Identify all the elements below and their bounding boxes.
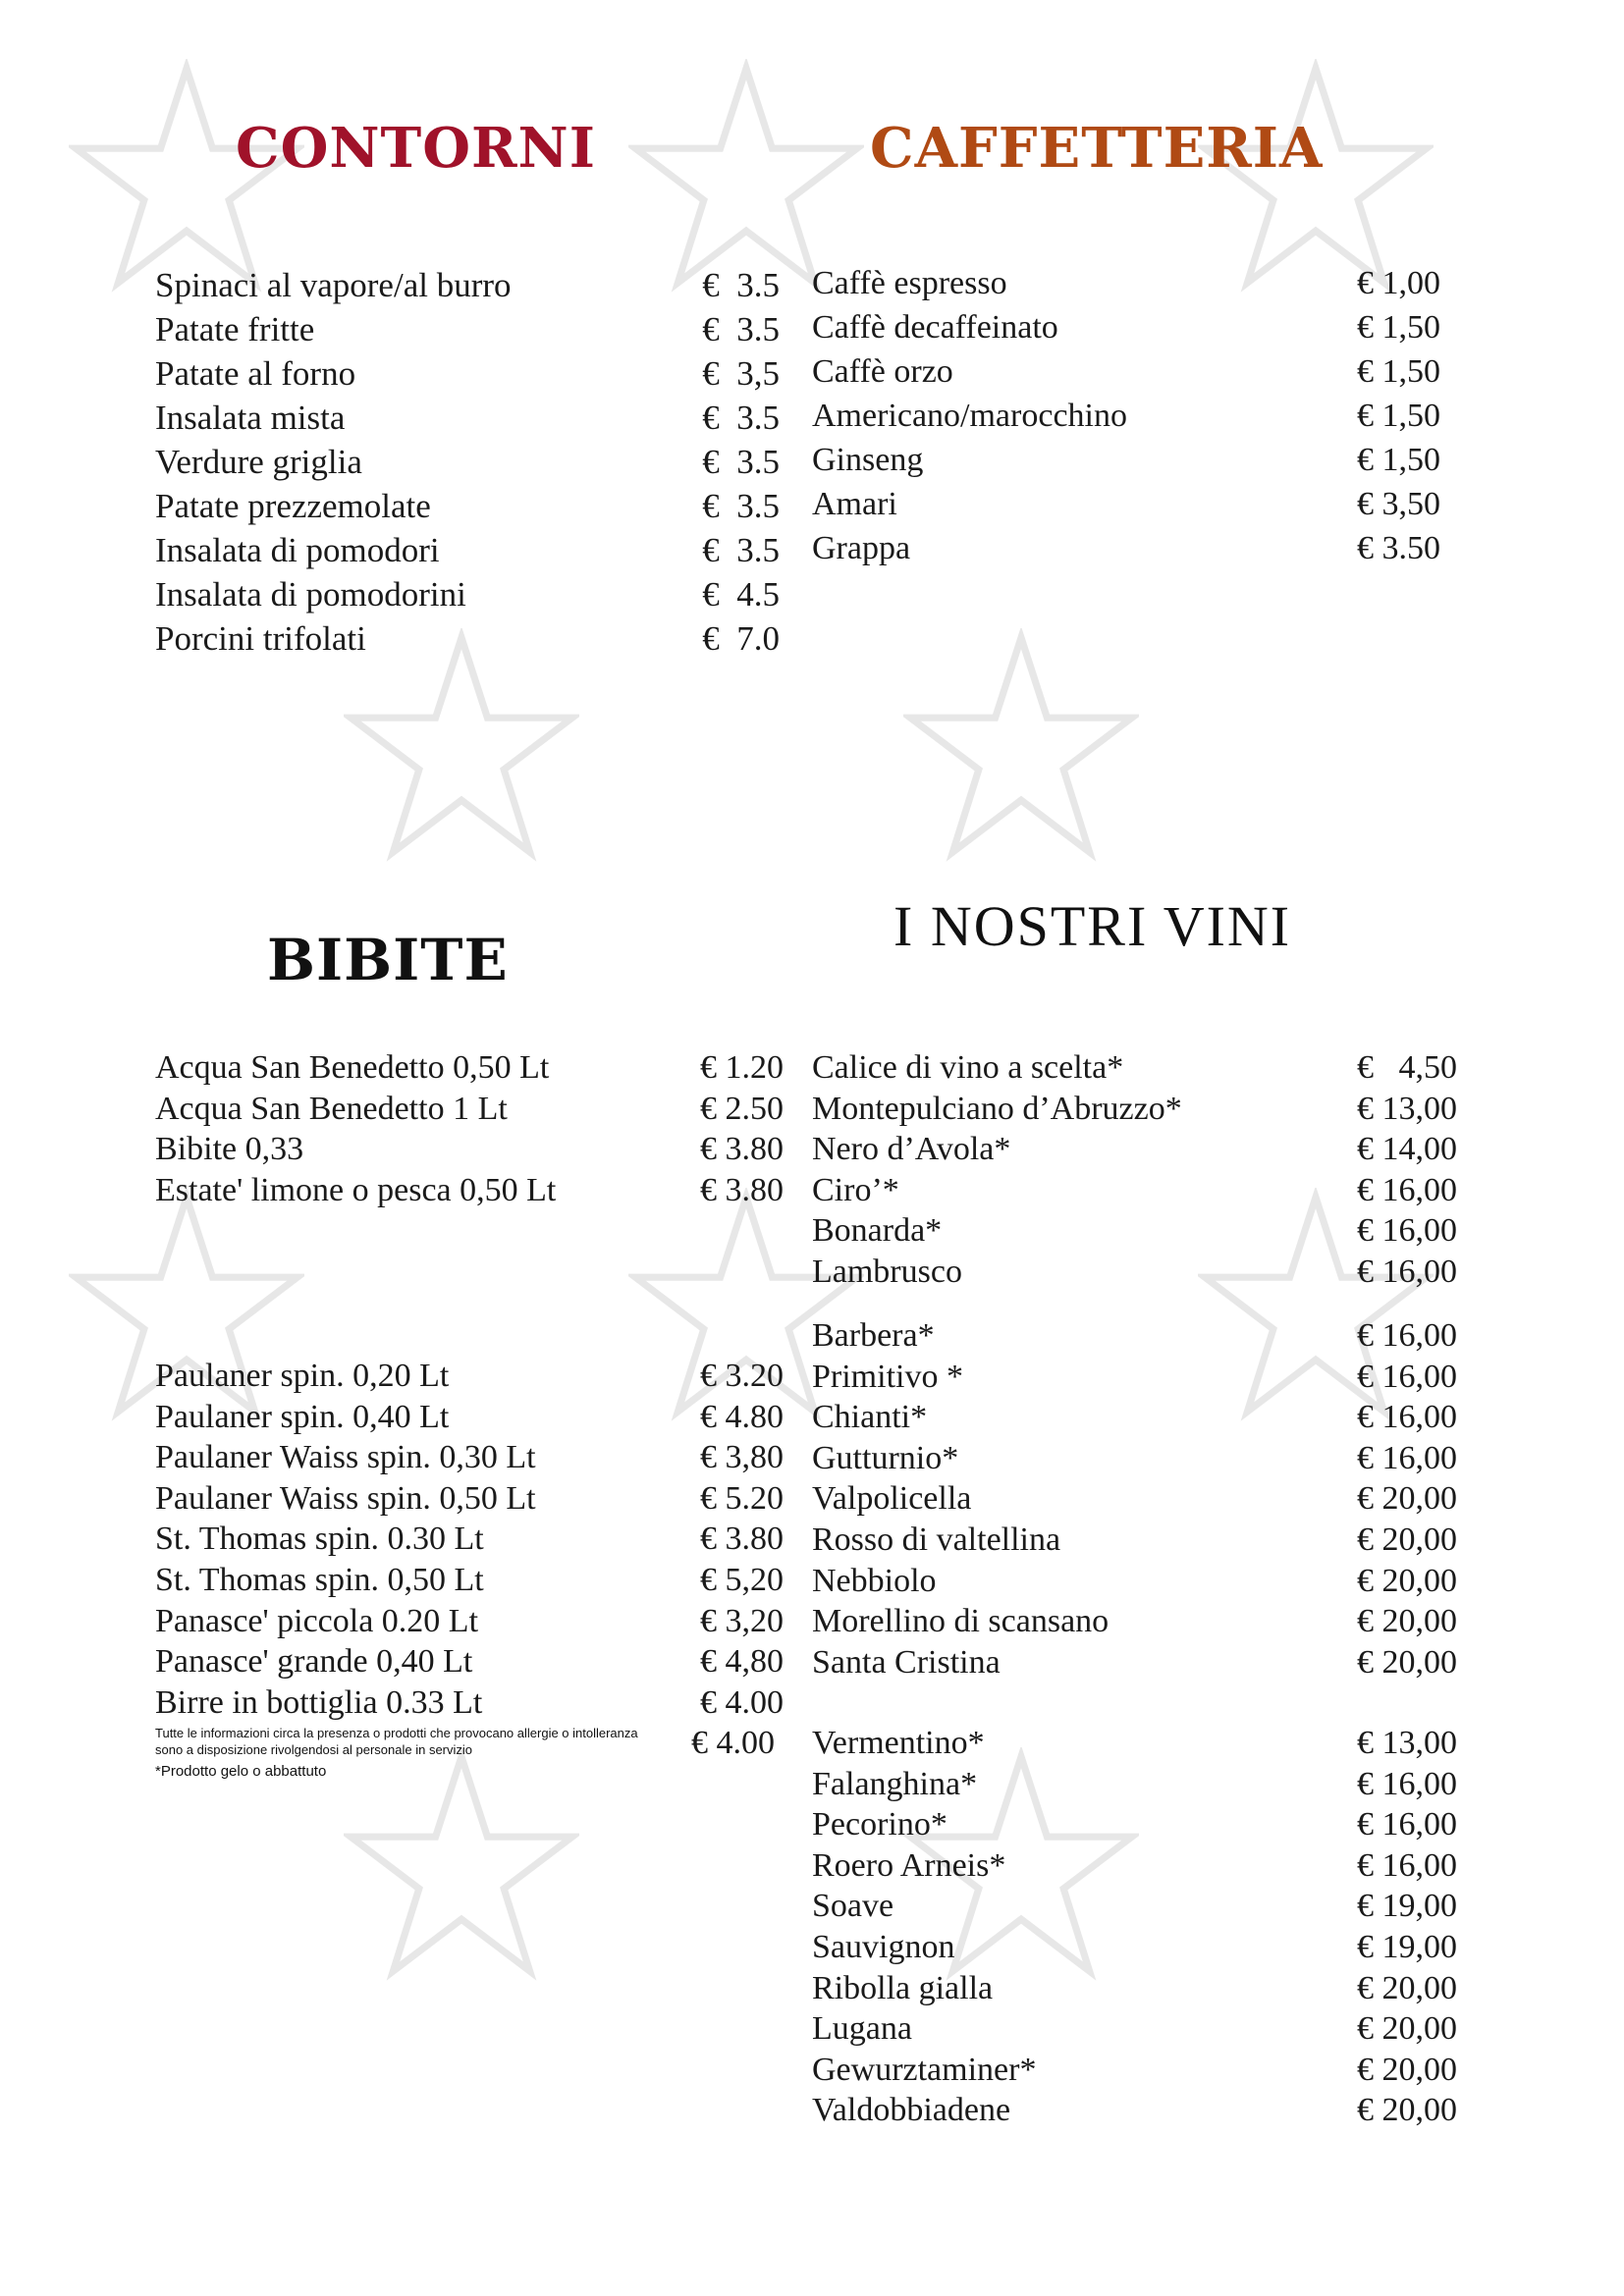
menu-item-price: € 1,50 [1357, 353, 1440, 390]
menu-item-price: € 3.80 [700, 1131, 784, 1168]
vini-red-list [812, 1047, 1457, 1293]
contorni-list [155, 263, 780, 661]
allergen-note: Tutte le informazioni circa la presenza o prodotti che provocano allergie o intolleranza sono a disposizione rivolgendosi al personale in servizio [155, 1726, 638, 1757]
menu-item-name: Nebbiolo [812, 1562, 937, 1599]
menu-item [155, 1089, 784, 1130]
menu-item [812, 438, 1440, 482]
menu-item [812, 1804, 1457, 1845]
menu-item [155, 396, 780, 440]
menu-item-name: Estate' limone o pesca 0,50 Lt [155, 1171, 557, 1208]
menu-item-name: Ginseng [812, 442, 924, 478]
menu-item-name: Chianti* [812, 1399, 928, 1436]
menu-item-name: Santa Cristina [812, 1643, 1001, 1681]
menu-item-name: Caffè decaffeinato [812, 309, 1058, 346]
menu-item-price: € 16,00 [1357, 1212, 1457, 1250]
menu-item-price: € 19,00 [1357, 1888, 1457, 1925]
menu-item-name: Americano/marocchino [812, 398, 1127, 434]
menu-item-name: Caffè orzo [812, 353, 953, 390]
menu-item [812, 349, 1440, 394]
menu-item-price: € 13,00 [1357, 1090, 1457, 1127]
menu-item-name: Gewurztaminer* [812, 2051, 1037, 2088]
menu-item-name: Ciro’* [812, 1171, 899, 1208]
menu-item [155, 1170, 784, 1211]
menu-item-name: Amari [812, 486, 897, 522]
menu-item-name: Paulaner spin. 0,20 Lt [155, 1358, 450, 1394]
bibite-water-list [155, 1047, 784, 1210]
menu-item [155, 1682, 784, 1724]
menu-item-name: Acqua San Benedetto 0,50 Lt [155, 1049, 550, 1086]
menu-item [812, 1210, 1457, 1252]
menu-item [155, 1519, 784, 1560]
menu-item-price: € 3.5 [702, 531, 780, 569]
menu-item-name: Panasce' grande 0,40 Lt [155, 1643, 473, 1681]
menu-item-price: € 1.20 [700, 1049, 784, 1086]
caffetteria-list [812, 261, 1440, 570]
menu-item [812, 1089, 1457, 1130]
menu-item-name: Valdobbiadene [812, 2092, 1011, 2129]
menu-item [812, 1723, 1457, 1764]
menu-item-price: € 4.80 [700, 1398, 784, 1435]
menu-item-name: Acqua San Benedetto 1 Lt [155, 1090, 508, 1127]
menu-item [812, 1315, 1457, 1357]
menu-item-name: Barbera* [812, 1317, 935, 1354]
menu-item-name: Paulaner Waiss spin. 0,50 Lt [155, 1479, 536, 1517]
bibite-beer-list [155, 1356, 784, 1723]
menu-item-price: € 16,00 [1357, 1399, 1457, 1436]
menu-item-price: € 19,00 [1357, 1928, 1457, 1965]
menu-item-price: € 20,00 [1357, 1562, 1457, 1599]
contorni-title: CONTORNI [236, 116, 596, 181]
menu-item-price: € 20,00 [1357, 1969, 1457, 2006]
menu-item-name: Paulaner spin. 0,40 Lt [155, 1398, 450, 1435]
menu-item [812, 2008, 1457, 2050]
menu-item [155, 572, 780, 616]
menu-item [155, 1478, 784, 1520]
menu-item-name: Calice di vino a scelta* [812, 1049, 1124, 1086]
menu-item [812, 1397, 1457, 1438]
menu-item-price: € 3.20 [700, 1358, 784, 1394]
menu-item-price: € 20,00 [1357, 2051, 1457, 2088]
menu-item-price: € 3.5 [702, 443, 780, 481]
menu-item [812, 261, 1440, 305]
menu-item [155, 1641, 784, 1682]
menu-item [155, 351, 780, 396]
menu-item-price: € 1,50 [1357, 442, 1440, 478]
menu-item-name: Sauvignon [812, 1928, 955, 1965]
menu-item [812, 1601, 1457, 1642]
menu-item-name: Bonarda* [812, 1212, 943, 1250]
frozen-note: *Prodotto gelo o abbattuto [155, 1763, 327, 1780]
menu-item-price: € 5.20 [700, 1479, 784, 1517]
fork-star-watermark-icon [344, 1747, 579, 1983]
menu-item-price: € 4.00 [700, 1683, 784, 1721]
menu-item-price: € 16,00 [1357, 1846, 1457, 1884]
menu-item-price: € 20,00 [1357, 1643, 1457, 1681]
menu-item-name: Patate prezzemolate [155, 487, 431, 525]
menu-item-price: € 16,00 [1357, 1253, 1457, 1290]
menu-item [812, 1968, 1457, 2009]
menu-item-price: € 3,20 [700, 1602, 784, 1639]
menu-item [812, 2050, 1457, 2091]
menu-item [155, 1047, 784, 1089]
menu-item-name: Primitivo * [812, 1358, 963, 1395]
menu-item-price: € 3.80 [700, 1521, 784, 1558]
fork-star-watermark-icon [344, 628, 579, 864]
menu-item [155, 1601, 784, 1642]
menu-item-name: Gutturnio* [812, 1439, 959, 1476]
menu-item-price: € 14,00 [1357, 1131, 1457, 1168]
menu-item-name: Panasce' piccola 0.20 Lt [155, 1602, 479, 1639]
menu-item [812, 1170, 1457, 1211]
menu-item-name: Bibite 0,33 [155, 1131, 304, 1168]
menu-item-price: € 7.0 [702, 619, 780, 658]
menu-item-name: Soave [812, 1888, 894, 1925]
menu-item [812, 1927, 1457, 1968]
menu-item-price: € 5,20 [700, 1561, 784, 1598]
menu-item-price: € 3,80 [700, 1439, 784, 1476]
menu-item [155, 1356, 784, 1397]
menu-item [812, 1764, 1457, 1805]
menu-item-name: Vermentino* [812, 1725, 985, 1761]
menu-item-price: € 3.5 [702, 399, 780, 437]
menu-item-name: Patate fritte [155, 310, 315, 348]
menu-item-price: € 16,00 [1357, 1765, 1457, 1802]
menu-item-price: € 3.5 [702, 266, 780, 304]
menu-item [812, 1252, 1457, 1293]
menu-item-price: € 3,5 [702, 354, 780, 393]
menu-item-price: € 3.5 [702, 487, 780, 525]
menu-item-price: € 16,00 [1357, 1806, 1457, 1843]
menu-item-price: € 3.50 [1357, 530, 1440, 566]
menu-item-price: € 1,50 [1357, 398, 1440, 434]
caffetteria-title: CAFFETTERIA [870, 116, 1324, 181]
menu-item [155, 1129, 784, 1170]
menu-item-name: Roero Arneis* [812, 1846, 1006, 1884]
menu-item-price: € 3.80 [700, 1171, 784, 1208]
menu-item-name: Paulaner Waiss spin. 0,30 Lt [155, 1439, 536, 1476]
vini-red-list-2 [812, 1315, 1457, 1682]
menu-item-price: € 16,00 [1357, 1439, 1457, 1476]
menu-item [812, 1520, 1457, 1561]
menu-item-name: Patate al forno [155, 354, 356, 393]
menu-item-price: € 16,00 [1357, 1317, 1457, 1354]
menu-item [155, 307, 780, 351]
menu-item [155, 1397, 784, 1438]
fork-star-watermark-icon [903, 628, 1139, 864]
menu-item-price: € 4,50 [1357, 1049, 1457, 1086]
menu-item [812, 2090, 1457, 2131]
menu-item-price: € 3,50 [1357, 486, 1440, 522]
menu-item [155, 1560, 784, 1601]
menu-item-price: € 4,80 [700, 1643, 784, 1681]
menu-item-name: Lugana [812, 2010, 912, 2048]
vini-title: I NOSTRI VINI [893, 894, 1292, 958]
menu-item-price: € 20,00 [1357, 1480, 1457, 1518]
menu-item-name: Ribolla gialla [812, 1969, 994, 2006]
menu-item [155, 1437, 784, 1478]
menu-item [812, 1845, 1457, 1887]
menu-item-name: Birre in bottiglia 0.33 Lt [155, 1683, 483, 1721]
menu-item [812, 1886, 1457, 1927]
menu-item-name: St. Thomas spin. 0.30 Lt [155, 1521, 484, 1558]
menu-item-name: Insalata di pomodori [155, 531, 440, 569]
menu-item-name: Nero d’Avola* [812, 1131, 1011, 1168]
menu-item [155, 616, 780, 661]
menu-item-name: Insalata mista [155, 399, 346, 437]
menu-item-price: € 1,00 [1357, 265, 1440, 301]
menu-item [812, 482, 1440, 526]
extra-price: € 4.00 [691, 1725, 775, 1761]
menu-item-name: Valpolicella [812, 1480, 972, 1518]
menu-item [812, 1129, 1457, 1170]
menu-item-price: € 4.5 [702, 575, 780, 614]
menu-item-name: Lambrusco [812, 1253, 962, 1290]
menu-item [812, 1438, 1457, 1479]
menu-item [812, 1561, 1457, 1602]
menu-item [155, 528, 780, 572]
menu-item-name: Caffè espresso [812, 265, 1007, 301]
menu-item-price: € 1,50 [1357, 309, 1440, 346]
menu-item-name: Grappa [812, 530, 911, 566]
menu-item-price: € 16,00 [1357, 1171, 1457, 1208]
menu-item-price: € 20,00 [1357, 2092, 1457, 2129]
menu-item-name: Porcini trifolati [155, 619, 366, 658]
menu-item-name: Verdure griglia [155, 443, 362, 481]
menu-item [812, 526, 1440, 570]
menu-item [812, 394, 1440, 438]
menu-item-price: € 20,00 [1357, 1603, 1457, 1640]
menu-item-price: € 3.5 [702, 310, 780, 348]
menu-item-price: € 13,00 [1357, 1725, 1457, 1761]
menu-item-name: Montepulciano d’Abruzzo* [812, 1090, 1182, 1127]
menu-item-price: € 20,00 [1357, 2010, 1457, 2048]
menu-item-price: € 2.50 [700, 1090, 784, 1127]
menu-item [155, 440, 780, 484]
menu-item-name: Morellino di scansano [812, 1603, 1110, 1640]
menu-item-name: Falanghina* [812, 1765, 978, 1802]
menu-item [155, 484, 780, 528]
menu-item [812, 1642, 1457, 1683]
menu-item-name: Rosso di valtellina [812, 1521, 1061, 1558]
fork-star-watermark-icon [628, 59, 864, 294]
menu-item-price: € 16,00 [1357, 1358, 1457, 1395]
vini-white-list [812, 1723, 1457, 2131]
menu-item [812, 1357, 1457, 1398]
menu-item-name: Pecorino* [812, 1806, 947, 1843]
menu-item [812, 305, 1440, 349]
menu-item [812, 1047, 1457, 1089]
menu-item [155, 263, 780, 307]
menu-item-name: Spinaci al vapore/al burro [155, 266, 512, 304]
menu-item-name: Insalata di pomodorini [155, 575, 466, 614]
bibite-title: BIBITE [267, 927, 509, 993]
menu-item-price: € 20,00 [1357, 1521, 1457, 1558]
menu-item [812, 1478, 1457, 1520]
menu-item-name: St. Thomas spin. 0,50 Lt [155, 1561, 484, 1598]
